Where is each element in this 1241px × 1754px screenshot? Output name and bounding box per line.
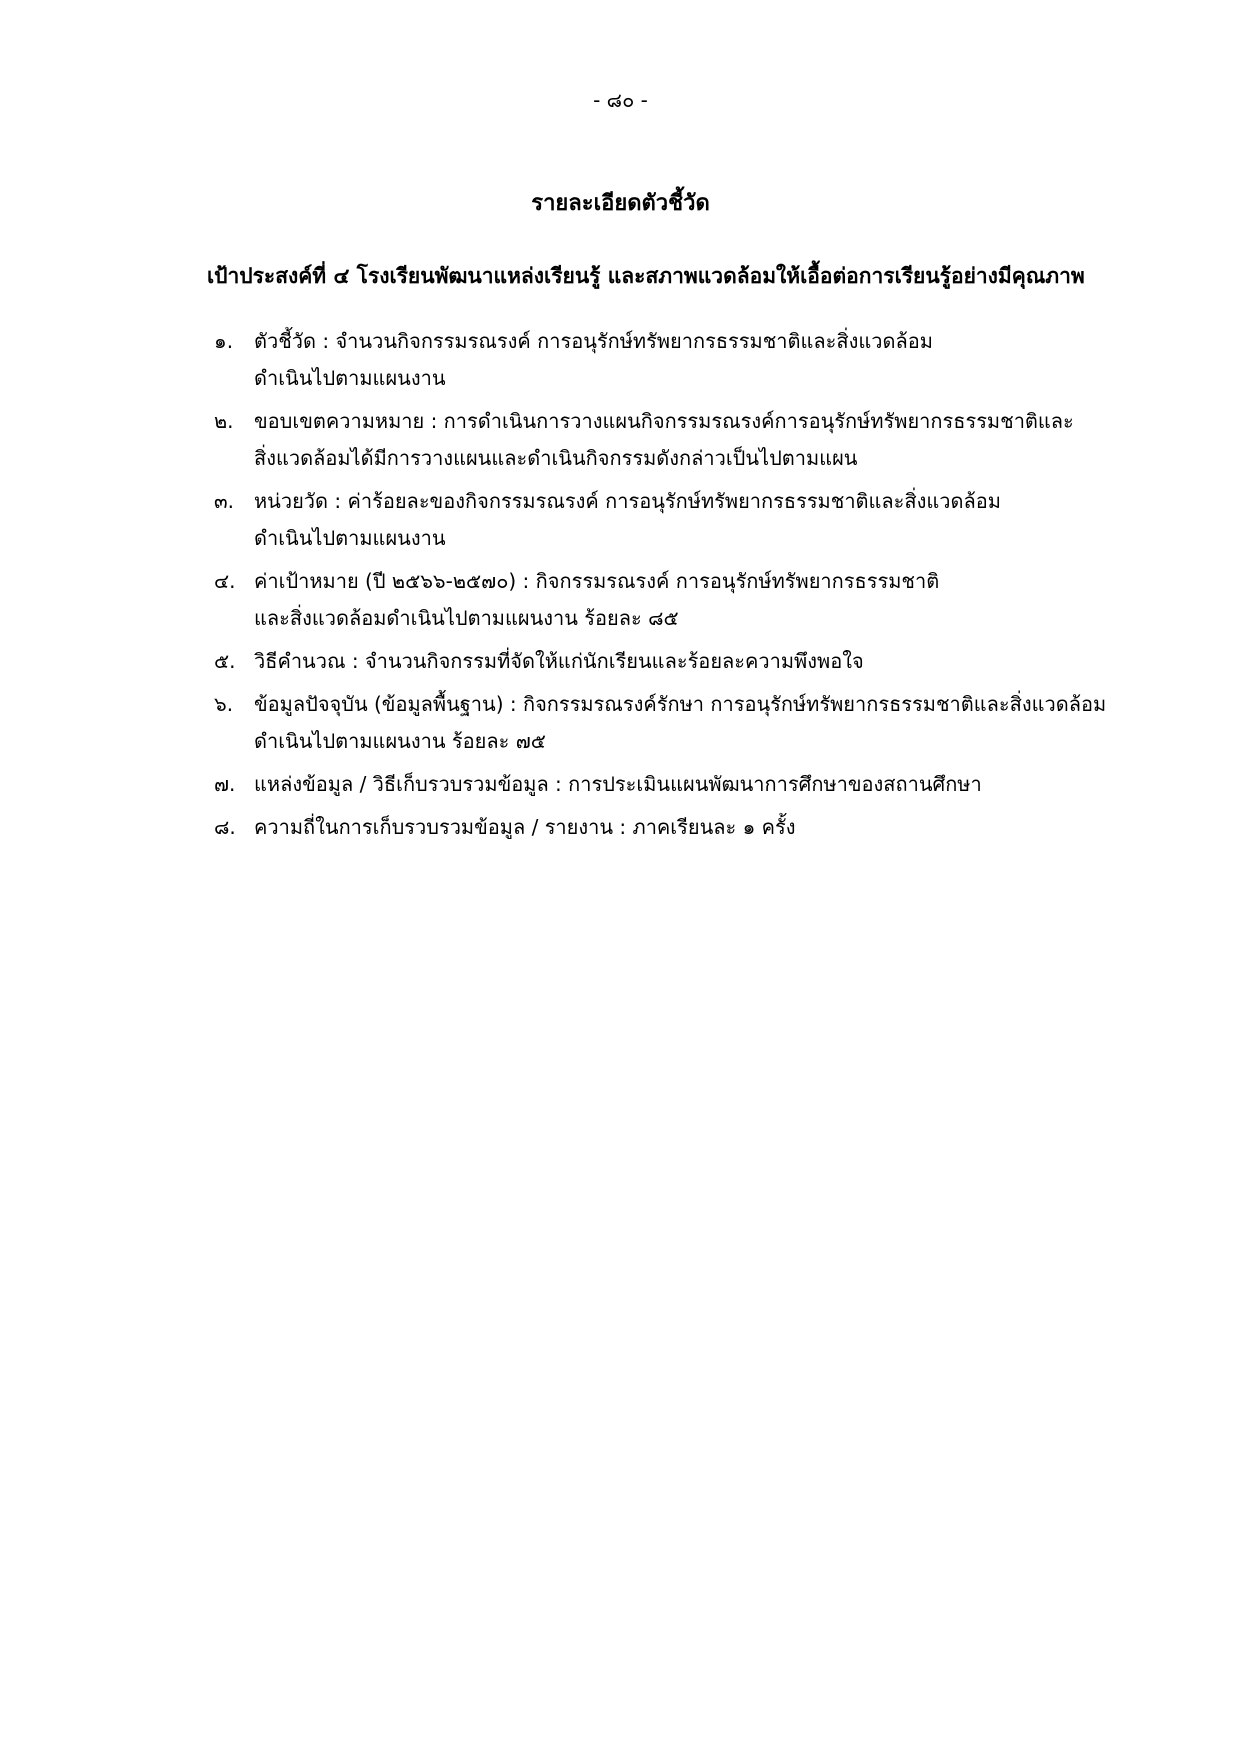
item-text xyxy=(254,483,1154,557)
item-line: ดำเนินไปตามแผนงาน xyxy=(254,526,446,550)
item-text xyxy=(254,809,1154,846)
item-line: สิ่งแวดล้อมได้มีการวางแผนและดำเนินกิจกรรมดังกล่าวเป็นไปตามแผน xyxy=(254,446,858,470)
list-item xyxy=(214,766,1154,803)
item-line: ตัวชี้วัด : จำนวนกิจกรรมรณรงค์ การอนุรักษ์ทรัพยากรธรรมชาติและสิ่งแวดล้อม xyxy=(254,329,933,353)
page-number: - ๘๐ - xyxy=(593,88,648,112)
item-number: ๕. xyxy=(214,649,236,673)
item-number: ๗. xyxy=(214,772,236,796)
list-item xyxy=(214,563,1154,637)
item-text xyxy=(254,323,1154,397)
item-text xyxy=(254,563,1154,637)
item-text xyxy=(254,766,1154,803)
item-number: ๒. xyxy=(214,409,234,433)
item-text xyxy=(254,403,1154,477)
item-line: ดำเนินไปตามแผนงาน ร้อยละ ๗๕ xyxy=(254,729,546,753)
item-number: ๑. xyxy=(214,329,234,353)
item-line: ดำเนินไปตามแผนงาน xyxy=(254,366,446,390)
indicator-list xyxy=(214,323,1154,852)
list-item xyxy=(214,643,1154,680)
list-item xyxy=(214,323,1154,397)
item-line: ข้อมูลปัจจุบัน (ข้อมูลพื้นฐาน) : กิจกรรมรณรงค์รักษา การอนุรักษ์ทรัพยากรธรรมชาติและสิ่งแวดล้อม xyxy=(254,692,1107,716)
item-number: ๖. xyxy=(214,692,234,716)
list-item xyxy=(214,809,1154,846)
list-item xyxy=(214,483,1154,557)
item-line: วิธีคำนวณ : จำนวนกิจกรรมที่จัดให้แก่นักเรียนและร้อยละความพึงพอใจ xyxy=(254,649,864,673)
item-text xyxy=(254,643,1154,680)
item-number: ๘. xyxy=(214,815,236,839)
item-line: แหล่งข้อมูล / วิธีเก็บรวบรวมข้อมูล : การประเมินแผนพัฒนาการศึกษาของสถานศึกษา xyxy=(254,772,982,796)
objective-heading: เป้าประสงค์ที่ ๔ โรงเรียนพัฒนาแหล่งเรียนรู้ และสภาพแวดล้อมให้เอื้อต่อการเรียนรู้อย่างมีคุณภาพ xyxy=(207,264,1085,288)
page-title: รายละเอียดตัวชี้วัด xyxy=(531,191,710,216)
item-line: และสิ่งแวดล้อมดำเนินไปตามแผนงาน ร้อยละ ๘๕ xyxy=(254,606,679,630)
list-item xyxy=(214,403,1154,477)
item-line: หน่วยวัด : ค่าร้อยละของกิจกรรมรณรงค์ การอนุรักษ์ทรัพยากรธรรมชาติและสิ่งแวดล้อม xyxy=(254,489,1001,513)
list-item xyxy=(214,686,1154,760)
item-number: ๔. xyxy=(214,569,236,593)
item-line: ขอบเขตความหมาย : การดำเนินการวางแผนกิจกรรมรณรงค์การอนุรักษ์ทรัพยากรธรรมชาติและ xyxy=(254,409,1074,433)
item-text xyxy=(254,686,1154,760)
item-line: ค่าเป้าหมาย (ปี ๒๕๖๖-๒๕๗๐) : กิจกรรมรณรงค์ การอนุรักษ์ทรัพยากรธรรมชาติ xyxy=(254,569,940,593)
item-number: ๓. xyxy=(214,489,235,513)
item-line: ความถี่ในการเก็บรวบรวมข้อมูล / รายงาน : ภาคเรียนละ ๑ ครั้ง xyxy=(254,815,796,839)
